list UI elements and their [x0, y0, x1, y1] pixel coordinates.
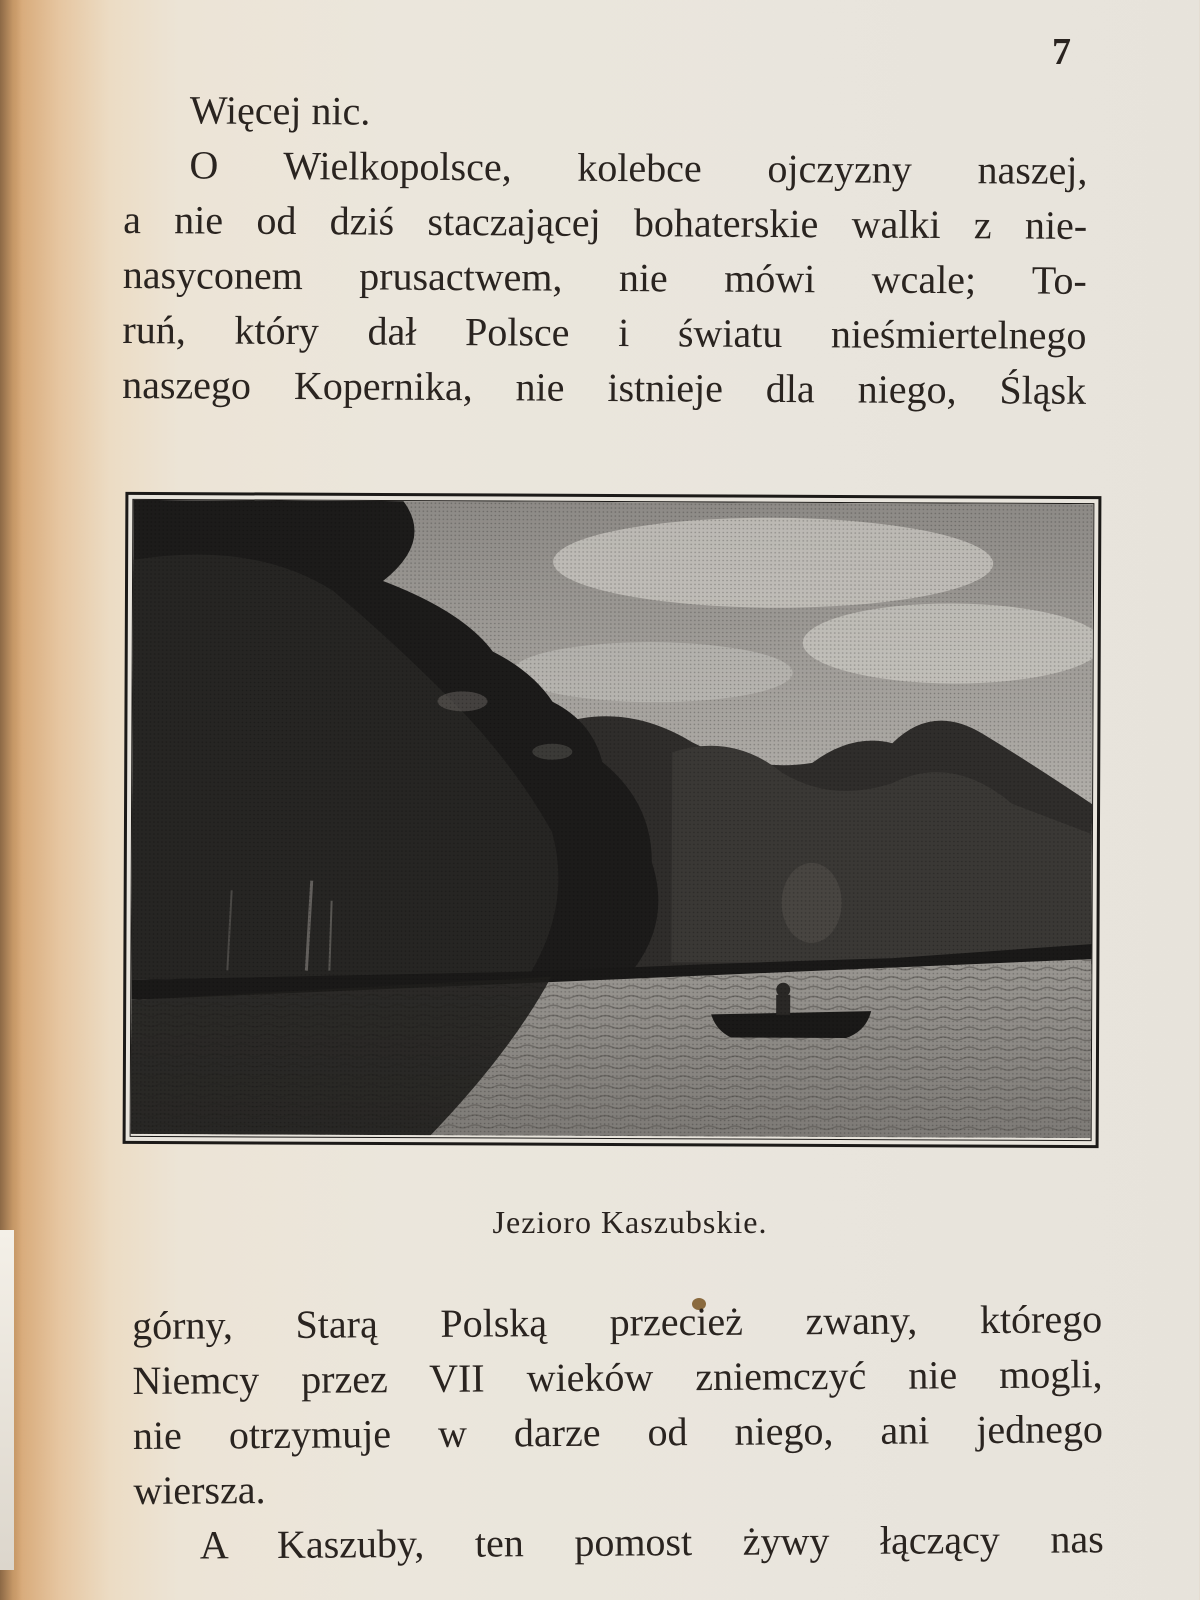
adjacent-page-edge — [0, 1230, 14, 1570]
lake-photograph — [123, 492, 1102, 1148]
text-line: naszego Kopernika, nie istnieje dla niego, Śląsk — [122, 361, 1087, 413]
text-line: nasyconem prusactwem, nie mówi wcale; To- — [122, 251, 1087, 303]
top-paragraphs — [122, 82, 1088, 418]
text-line: Więcej nic. — [189, 87, 371, 134]
text-line: górny, Starą Polską przecież zwany, którego — [132, 1296, 1103, 1348]
text-line: O Wielkopolsce, kolebce ojczyzny naszej, — [189, 142, 1088, 193]
text-line: Niemcy przez VII wieków zniemczyć nie mogli, — [132, 1351, 1103, 1403]
text-line: ruń, który dał Polsce i światu nieśmiertelnego — [122, 306, 1087, 358]
figure-caption: Jezioro Kaszubskie. — [492, 1204, 768, 1240]
text-line: a nie od dziś staczającej bohaterskie walki z nie- — [123, 196, 1088, 248]
text-line: A Kaszuby, ten pomost żywy łączący nas — [199, 1516, 1104, 1568]
page-number: 7 — [1052, 31, 1071, 73]
lake-with-rowboat-photo-icon — [130, 499, 1095, 1141]
bottom-paragraphs — [132, 1291, 1104, 1573]
text-line: wiersza. — [133, 1467, 266, 1513]
text-line: nie otrzymuje w darze od niego, ani jednego — [132, 1406, 1104, 1458]
